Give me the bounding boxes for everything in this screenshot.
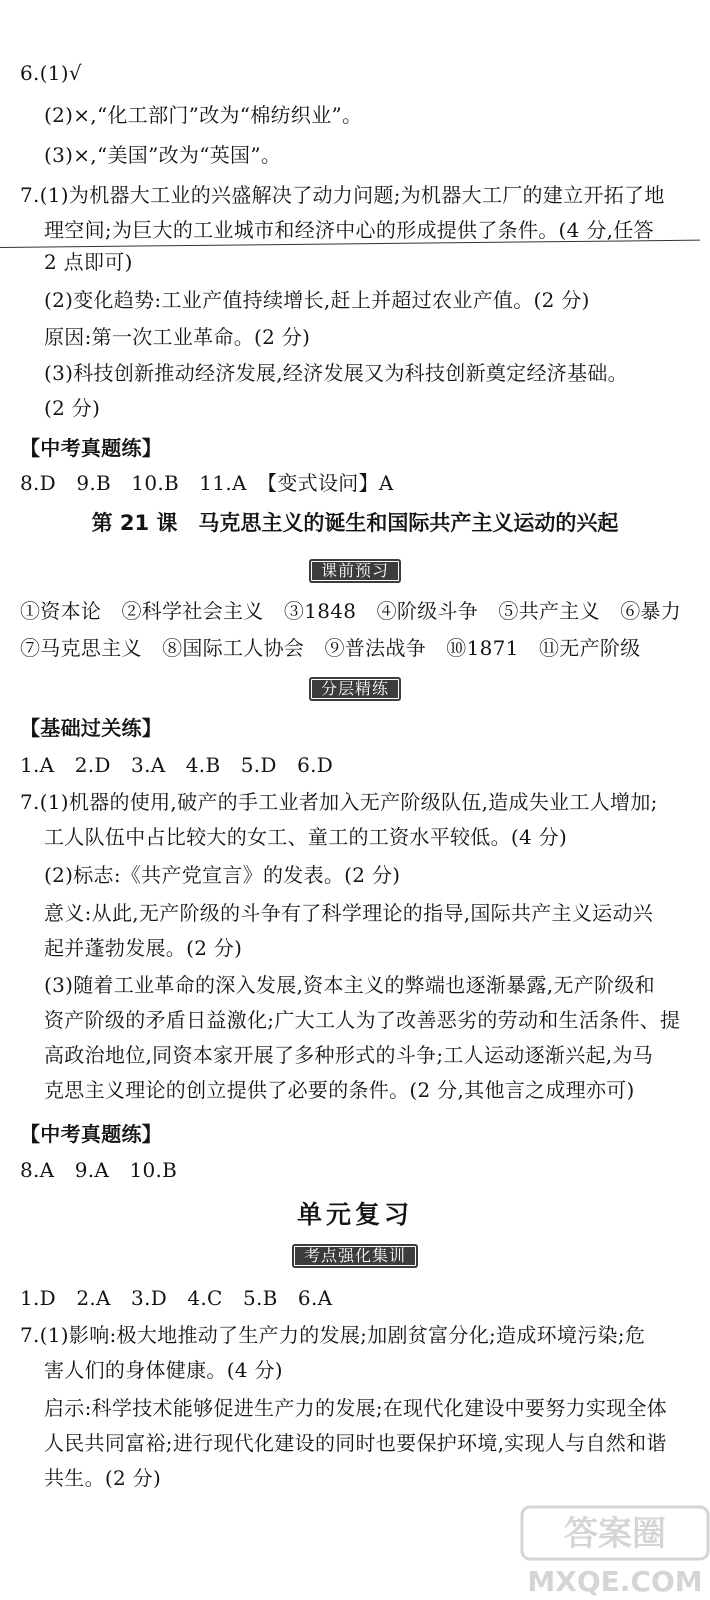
answer-line-7-2b: 原因:第一次工业革命。(2 分) xyxy=(44,325,311,349)
answer-line-l7-1b: 工人队伍中占比较大的女工、童工的工资水平较低。(4 分) xyxy=(44,825,568,849)
answer-line-l7-3d: 克思主义理论的创立提供了必要的条件。(2 分,其他言之成理亦可) xyxy=(44,1078,635,1102)
answer-line-l7-1a: 7.(1)机器的使用,破产的手工业者加入无产阶级队伍,造成失业工人增加; xyxy=(20,790,658,814)
answer-line-1-6: 1.A 2.D 3.A 4.B 5.D 6.D xyxy=(20,753,334,777)
badge-intensive-row xyxy=(0,1244,710,1268)
answer-line-u7-2c: 共生。(2 分) xyxy=(44,1466,162,1490)
preview-answers-line-1: ①资本论 ②科学社会主义 ③1848 ④阶级斗争 ⑤共产主义 ⑥暴力 xyxy=(20,599,682,623)
answer-line-u7-2a: 启示:科学技术能够促进生产力的发展;在现代化建设中要努力实现全体 xyxy=(44,1396,668,1420)
preview-answers-line-2: ⑦马克思主义 ⑧国际工人协会 ⑨普法战争 ⑩1871 ⑪无产阶级 xyxy=(20,636,641,660)
answer-line-l7-3a: (3)随着工业革命的深入发展,资本主义的弊端也逐渐暴露,无产阶级和 xyxy=(44,973,655,997)
section-heading-exam-practice-2: 【中考真题练】 xyxy=(20,1122,163,1146)
watermark-logo xyxy=(520,1505,710,1600)
badge-layered-row xyxy=(0,677,710,701)
section-heading-exam-practice: 【中考真题练】 xyxy=(20,436,163,460)
answer-line-6-3: (3)×,“美国”改为“英国”。 xyxy=(44,143,282,167)
answer-line-u7-1a: 7.(1)影响:极大地推动了生产力的发展;加剧贫富分化;造成环境污染;危 xyxy=(20,1323,646,1347)
answer-line-l7-2c: 起并蓬勃发展。(2 分) xyxy=(44,936,243,960)
answer-line-l7-3c: 高政治地位,同资本家开展了多种形式的斗争;工人运动逐渐兴起,为马 xyxy=(44,1043,654,1067)
answer-line-u7-2b: 人民共同富裕;进行现代化建设的同时也要保护环境,实现人与自然和谐 xyxy=(44,1431,667,1455)
answer-line-u7-1b: 害人们的身体健康。(4 分) xyxy=(44,1358,283,1382)
answer-line-6-1: 6.(1)√ xyxy=(20,61,82,85)
answer-line-l7-2b: 意义:从此,无产阶级的斗争有了科学理论的指导,国际共产主义运动兴 xyxy=(44,901,654,925)
badge-layered: 分层精练 xyxy=(309,677,401,701)
badge-intensive: 考点强化集训 xyxy=(292,1244,418,1268)
watermark-text-bottom: MXQE.COM xyxy=(527,1565,703,1598)
answer-line-l7-2a: (2)标志:《共产党宣言》的发表。(2 分) xyxy=(44,863,401,887)
answer-line-7-1c: 2 点即可) xyxy=(44,250,133,274)
answer-line-u1-6: 1.D 2.A 3.D 4.C 5.B 6.A xyxy=(20,1286,333,1310)
answer-line-7-3a: (3)科技创新推动经济发展,经济发展又为科技创新奠定经济基础。 xyxy=(44,361,628,385)
answer-line-8-11: 8.D 9.B 10.B 11.A 【变式设问】A xyxy=(20,471,394,495)
section-heading-basic-practice: 【基础过关练】 xyxy=(20,716,163,740)
lesson-21-title: 第 21 课 马克思主义的诞生和国际共产主义运动的兴起 xyxy=(91,511,619,535)
answer-line-7-2a: (2)变化趋势:工业产值持续增长,赶上并超过农业产值。(2 分) xyxy=(44,288,590,312)
answer-line-7-3b: (2 分) xyxy=(44,396,101,420)
badge-preview: 课前预习 xyxy=(309,559,401,583)
badge-preview-row xyxy=(0,559,710,583)
answer-line-8-10: 8.A 9.A 10.B xyxy=(20,1158,178,1182)
answer-line-7-1b: 理空间;为巨大的工业城市和经济中心的形成提供了条件。(4 分,任答 xyxy=(44,218,654,242)
answer-line-l7-3b: 资产阶级的矛盾日益激化;广大工人为了改善恶劣的劳动和生活条件、提 xyxy=(44,1008,681,1032)
answer-line-6-2: (2)×,“化工部门”改为“棉纺织业”。 xyxy=(44,103,363,127)
unit-review-title: 单元复习 xyxy=(296,1200,413,1229)
answer-line-7-1a: 7.(1)为机器大工业的兴盛解决了动力问题;为机器大工厂的建立开拓了地 xyxy=(20,183,665,207)
watermark-text-top: 答案圈 xyxy=(564,1514,666,1554)
